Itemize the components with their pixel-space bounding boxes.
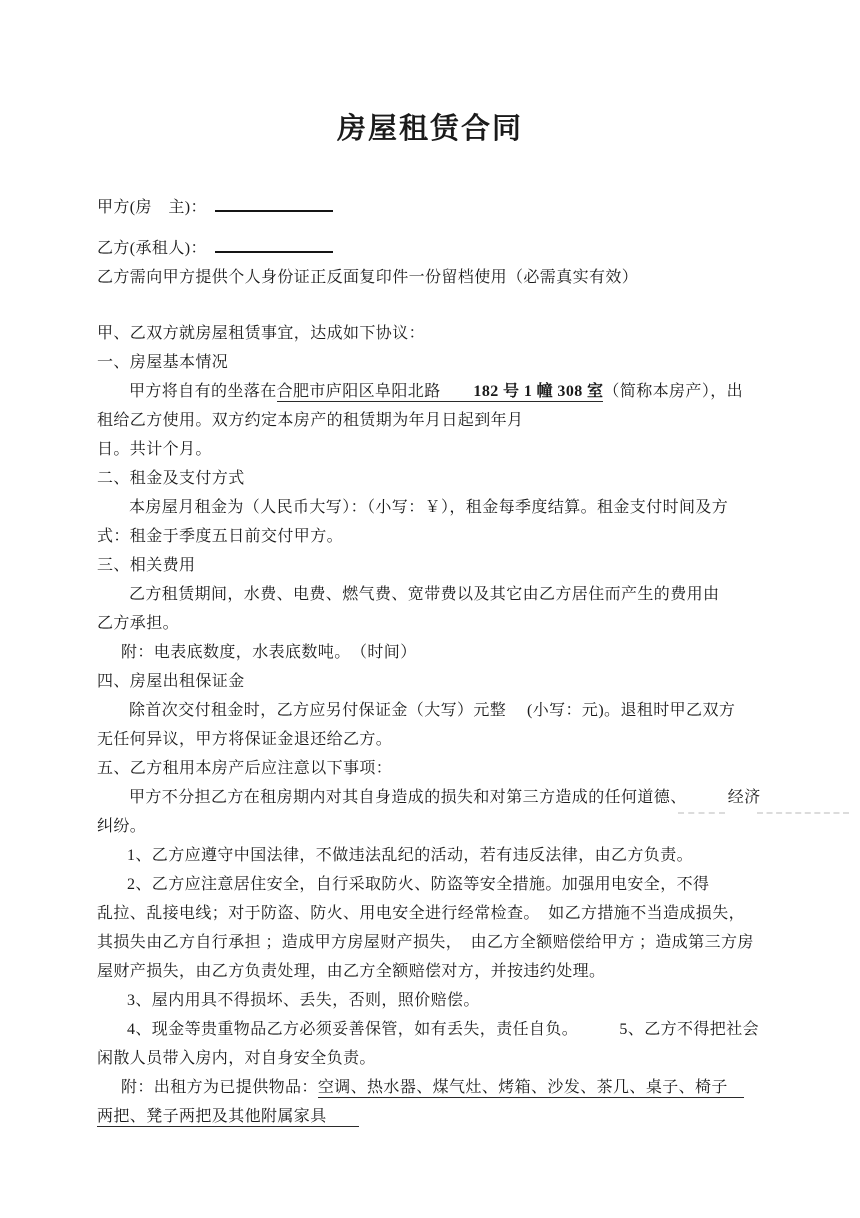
text-segment: 租给乙方使用。双方约定本房产的租赁期为年月日起到年月: [97, 412, 524, 429]
party-b-blank-field: [215, 236, 333, 253]
contract-line: [97, 377, 763, 406]
contract-line: [97, 783, 763, 812]
text-segment: 4、现金等贵重物品乙方必须妥善保管，如有丢失，责任自负。 5、乙方不得把社会: [127, 1021, 760, 1038]
contract-line: [97, 1044, 763, 1073]
party-a-line: [97, 193, 763, 222]
text-segment: 其损失由乙方自行承担 ；造成甲方房屋财产损失， 由乙方全额赔偿给甲方 ；造成第三方房: [97, 934, 754, 951]
text-segment: 一、房屋基本情况: [97, 354, 229, 371]
text-segment: 五、乙方租用本房产后应注意以下事项：: [97, 760, 393, 777]
party-a-label: 甲方(房 主)：: [97, 199, 207, 216]
contract-line: [97, 1102, 763, 1131]
document-title: 房屋租赁合同: [336, 113, 523, 145]
contract-line: [97, 435, 763, 464]
text-segment: 式：租金于季度五日前交付甲方。: [97, 528, 344, 545]
contract-line: [97, 493, 763, 522]
contract-line: [97, 1073, 763, 1102]
contract-line: [97, 1015, 763, 1044]
contract-line: [97, 957, 763, 986]
contract-line: [97, 928, 763, 957]
text-segment: 屋财产损失，由乙方负责处理，由乙方全额赔偿对方，并按违约处理。: [97, 963, 606, 980]
text-segment: 甲方将自有的坐落在: [129, 383, 277, 400]
contract-line: [97, 899, 763, 928]
text-segment: 闲散人员带入房内，对自身安全负责。: [97, 1050, 376, 1067]
contract-line: [97, 696, 763, 725]
id-copy-note: 乙方需向甲方提供个人身份证正反面复印件一份留档使用（必需真实有效）: [97, 269, 639, 286]
text-segment: 日。共计个月。: [97, 441, 212, 458]
contract-line: [97, 754, 763, 783]
underlined-text: 两把、凳子两把及其他附属家具: [97, 1108, 360, 1125]
text-segment: （简称本房产），出: [603, 383, 744, 400]
text-segment: 乱拉、乱接电线；对于防盗、防火、用电安全进行经常检查。 如乙方措施不当造成损失，: [97, 905, 746, 922]
text-segment: 纠纷。: [97, 818, 147, 835]
contract-line: [97, 319, 763, 348]
contract-line: [97, 667, 763, 696]
text-segment: 二、租金及支付方式: [97, 470, 245, 487]
party-a-blank-field: [215, 195, 333, 212]
contract-line: [97, 841, 763, 870]
contract-line: [97, 609, 763, 638]
contract-line: [97, 464, 763, 493]
text-segment: 2、乙方应注意居住安全，自行采取防火、防盗等安全措施。加强用电安全，不得: [127, 876, 710, 893]
contract-line: [97, 870, 763, 899]
contract-line: [97, 522, 763, 551]
underlined-text: 182 号 1 幢 308 室: [473, 383, 604, 400]
text-segment: 3、屋内用具不得损坏、丢失，否则，照价赔偿。: [127, 992, 480, 1009]
text-segment: 无任何异议，甲方将保证金退还给乙方。: [97, 731, 393, 748]
text-segment: 四、房屋出租保证金: [97, 673, 245, 690]
underlined-text: 空调、热水器、煤气灶、烤箱、沙发、茶几、桌子、椅子: [317, 1079, 745, 1096]
contract-line: [97, 812, 763, 841]
text-segment: 附：出租方为已提供物品：: [121, 1079, 318, 1096]
party-b-line: [97, 234, 763, 263]
text-segment: 甲、乙双方就房屋租赁事宜，达成如下协议：: [97, 325, 426, 342]
text-segment: 本房屋月租金为（人民币大写）：（小写：￥），租金每季度结算。租金支付时间及方: [129, 499, 729, 516]
text-segment: 除首次交付租金时，乙方应另付保证金（大写）元整 (小写：元)。退租时甲乙双方: [129, 702, 736, 719]
text-segment: 甲方不分担乙方在租房期内对其自身造成的损失和对第三方造成的任何道德、 经济: [129, 789, 761, 806]
text-segment: 乙方承担。: [97, 615, 180, 632]
party-b-label: 乙方(承租人)：: [97, 240, 207, 257]
scan-artifact-line: [678, 812, 725, 814]
contract-line: [97, 638, 763, 667]
contract-line: [97, 580, 763, 609]
text-segment: 乙方租赁期间，水费、电费、燃气费、宽带费以及其它由乙方居住而产生的费用由: [129, 586, 720, 603]
contract-line: [97, 348, 763, 377]
scan-artifact-line: [757, 812, 849, 814]
text-segment: 附：电表底数度，水表底数吨。 （时间）: [121, 644, 417, 661]
contract-line: [97, 551, 763, 580]
contract-line: [97, 986, 763, 1015]
contract-line: [97, 725, 763, 754]
underlined-text: 合肥市庐阳区阜阳北路: [276, 383, 474, 400]
contract-body: [97, 319, 763, 1131]
text-segment: 三、相关费用: [97, 557, 196, 574]
contract-line: [97, 406, 763, 435]
text-segment: 1、乙方应遵守中国法律，不做违法乱纪的活动，若有违反法律，由乙方负责。: [127, 847, 694, 864]
